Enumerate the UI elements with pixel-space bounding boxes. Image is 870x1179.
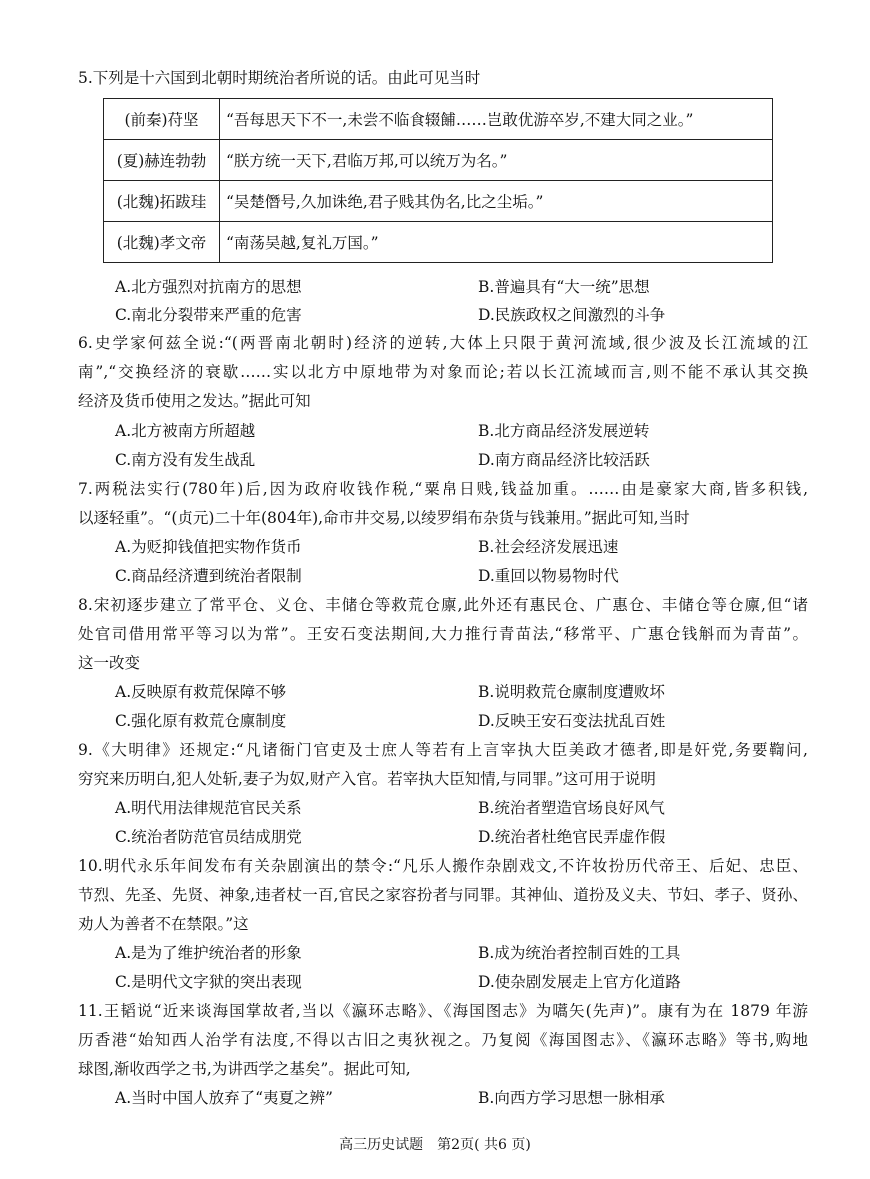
q7-stem-line: 7.两税法实行(780年)后,因为政府收钱作税,“粟帛日贱,钱益加重。……由是豪家大商,皆多积钱, [78, 480, 808, 498]
q11-stem-line: 球图,渐收西学之书,为讲西学之基矣”。据此可知, [78, 1060, 411, 1078]
ruler-quote: “南荡吴越,复礼万国。” [220, 222, 773, 263]
q6-stem-line: 6.史学家何兹全说:“(两晋南北朝时)经济的逆转,大体上只限于黄河流域,很少波及长江流域的江 [78, 334, 808, 352]
q5-option-c: C.南北分裂带来严重的危害 [115, 306, 302, 324]
table-row [104, 140, 773, 181]
q5-option-b: B.普遍具有“大一统”思想 [478, 278, 650, 296]
q6-option-a: A.北方被南方所超越 [115, 422, 256, 440]
page-footer: 高三历史试题 第2页( 共6 页) [339, 1137, 531, 1153]
ruler-quote: “吴楚僭号,久加诛绝,君子贱其伪名,比之尘垢。” [220, 181, 773, 222]
q8-option-d: D.反映王安石变法扰乱百姓 [478, 712, 666, 730]
ruler-quote: “吾每思天下不一,未尝不临食辍餔……岂敢优游卒岁,不建大同之业。” [220, 99, 773, 140]
q5-quote-table [103, 98, 773, 263]
q9-option-b: B.统治者塑造官场良好风气 [478, 799, 665, 817]
q5-option-d: D.民族政权之间激烈的斗争 [478, 306, 666, 324]
q8-option-c: C.强化原有救荒仓廪制度 [115, 712, 287, 730]
ruler-name: (北魏)拓跋珪 [104, 181, 220, 222]
ruler-name: (夏)赫连勃勃 [104, 140, 220, 181]
q9-option-c: C.统治者防范官员结成朋党 [115, 828, 302, 846]
table-row [104, 99, 773, 140]
q6-option-d: D.南方商品经济比较活跃 [478, 451, 650, 469]
q11-option-a: A.当时中国人放弃了“夷夏之辨” [115, 1089, 333, 1107]
q8-option-b: B.说明救荒仓廪制度遭败坏 [478, 683, 665, 701]
ruler-quote: “朕方统一天下,君临万邦,可以统万为名。” [220, 140, 773, 181]
q10-stem-line: 节烈、先圣、先贤、神象,违者杖一百,官民之家容扮者与同罪。其神仙、道扮及义夫、节妇、孝子、贤孙、 [78, 886, 808, 904]
q8-option-a: A.反映原有救荒保障不够 [115, 683, 287, 701]
q11-stem-line: 11.王韬说“近来谈海国掌故者,当以《瀛环志略》、《海国图志》为嚆矢(先声)”。康有为在 1879 年游 [78, 1002, 808, 1020]
q9-option-a: A.明代用法律规范官民关系 [115, 799, 302, 817]
q8-stem-line: 这一改变 [78, 654, 141, 672]
ruler-name: (前秦)苻坚 [104, 99, 220, 140]
q11-option-b: B.向西方学习思想一脉相承 [478, 1089, 665, 1107]
q6-stem-line: 南”,“交换经济的衰歇……实以北方中原地带为对象而论;若以长江流域而言,则不能不承认其交换 [78, 363, 808, 381]
q9-stem-line: 9.《大明律》还规定:“凡诸衙门官吏及士庶人等若有上言宰执大臣美政才德者,即是奸党,务要鞫问, [78, 741, 808, 759]
q10-option-a: A.是为了维护统治者的形象 [115, 944, 302, 962]
q10-stem-line: 10.明代永乐年间发布有关杂剧演出的禁令:“凡乐人搬作杂剧戏文,不许妆扮历代帝王、后妃、忠臣、 [78, 857, 808, 875]
q9-option-d: D.统治者杜绝官民弄虚作假 [478, 828, 666, 846]
q10-option-d: D.使杂剧发展走上官方化道路 [478, 973, 681, 991]
q5-option-a: A.北方强烈对抗南方的思想 [115, 278, 302, 296]
ruler-name: (北魏)孝文帝 [104, 222, 220, 263]
q7-stem-line: 以逐轻重”。“(贞元)二十年(804年),命市井交易,以绫罗绢布杂货与钱兼用。”据此可知,当时 [78, 509, 690, 527]
q7-option-b: B.社会经济发展迅速 [478, 538, 619, 556]
q6-option-c: C.南方没有发生战乱 [115, 451, 256, 469]
q6-option-b: B.北方商品经济发展逆转 [478, 422, 650, 440]
q8-stem-line: 处官司借用常平等习以为常”。王安石变法期间,大力推行青苗法,“移常平、广惠仓钱斛而为青苗”。 [78, 625, 808, 643]
q7-option-a: A.为贬抑钱值把实物作货币 [115, 538, 302, 556]
q6-stem-line: 经济及货币使用之发达。”据此可知 [78, 392, 311, 410]
q10-stem-line: 劝人为善者不在禁限。”这 [78, 915, 249, 933]
q10-option-b: B.成为统治者控制百姓的工具 [478, 944, 681, 962]
q11-stem-line: 历香港“始知西人治学有法度,不得以古旧之夷狄视之。乃复阅《海国图志》、《瀛环志略》等书,购地 [78, 1031, 808, 1049]
q7-option-c: C.商品经济遭到统治者限制 [115, 567, 302, 585]
q5-stem: 5.下列是十六国到北朝时期统治者所说的话。由此可见当时 [78, 69, 481, 87]
q8-stem-line: 8.宋初逐步建立了常平仓、义仓、丰储仓等救荒仓廪,此外还有惠民仓、广惠仓、丰储仓等仓廪,但“诸 [78, 596, 808, 614]
table-row [104, 222, 773, 263]
table-row [104, 181, 773, 222]
q7-option-d: D.重回以物易物时代 [478, 567, 619, 585]
q10-option-c: C.是明代文字狱的突出表现 [115, 973, 302, 991]
q9-stem-line: 穷究来历明白,犯人处斩,妻子为奴,财产入官。若宰执大臣知情,与同罪。”这可用于说明 [78, 770, 656, 788]
